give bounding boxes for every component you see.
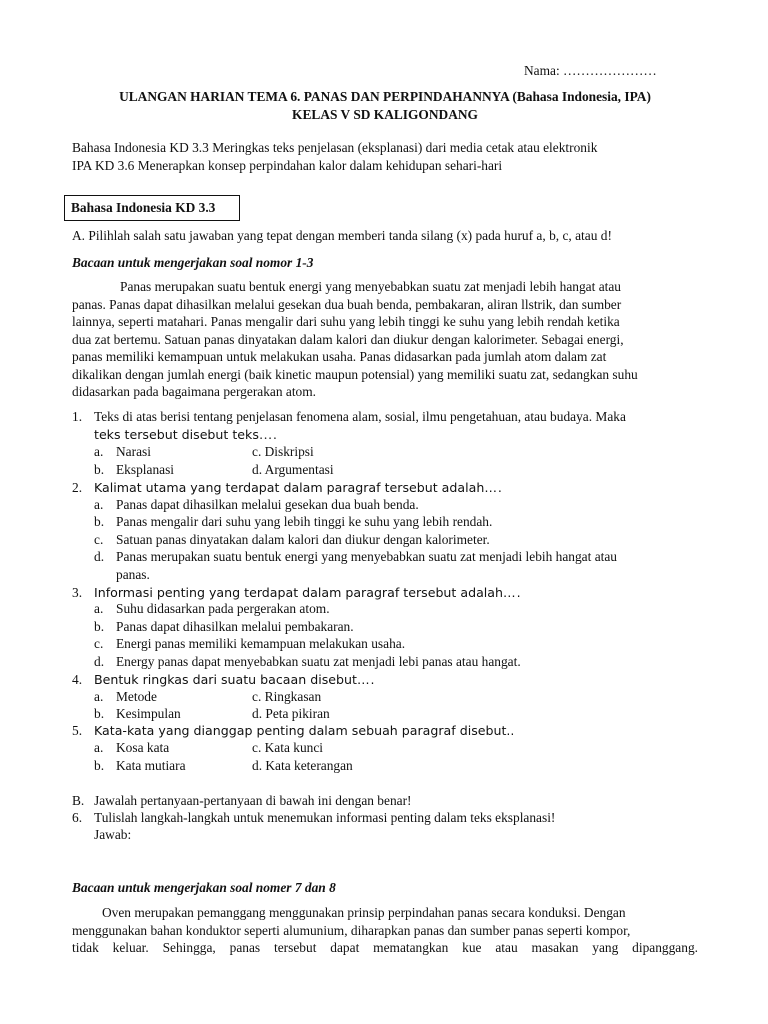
question-text: Informasi penting yang terdapat dalam paragraf tersebut adalah…. (94, 585, 522, 600)
reading1-line: lainnya, seperti matahari. Panas mengalir dari suhu yang lebih tinggi ke suhu yang lebih rendah ketika (72, 314, 620, 329)
option-c[interactable]: c. Diskripsi (252, 444, 314, 459)
question-text: Bentuk ringkas dari suatu bacaan disebut…. (94, 672, 376, 687)
reading2-line: Oven merupakan pemanggang menggunakan prinsip perpindahan panas secara konduksi. Dengan (102, 905, 626, 920)
question-text: Kata-kata yang dianggap penting dalam sebuah paragraf disebut.. (94, 723, 515, 738)
reading2-paragraph (72, 904, 698, 957)
reading1-line: dua zat bertemu. Satuan panas dinyatakan dalam kalori dan diukur dengan kalorimeter. Sebagai energi, (72, 331, 624, 347)
reading2-title: Bacaan untuk mengerjakan soal nomer 7 dan 8 (72, 880, 336, 895)
reading1-paragraph (72, 278, 698, 401)
reading1-line: panas. Panas dapat dihasilkan melalui gesekan dua buah benda, pembakaran, aliran llstrik, dan sumber (72, 296, 622, 312)
option-c[interactable]: c. Kata kunci (252, 740, 324, 755)
reading2-line: tidak keluar. Sehingga, panas tersebut dapat mematangkan kue atau masakan yang dipanggang. (72, 940, 698, 955)
reading1-line: Panas merupakan suatu bentuk energi yang menyebabkan suatu zat menjadi lebih hangat atau (120, 279, 621, 294)
kd-bahasa: Bahasa Indonesia KD 3.3 Meringkas teks penjelasan (eksplanasi) dari media cetak atau elektronik (72, 140, 598, 155)
question-text: Teks di atas berisi tentang penjelasan fenomena alam, sosial, ilmu pengetahuan, atau budaya. Maka teks tersebut disebut teks…. (94, 409, 626, 442)
reading1-title: Bacaan untuk mengerjakan soal nomor 1-3 (72, 255, 314, 270)
reading1-line: dikalikan dengan jumlah energi (baik kinetic maupun potensial) yang memiliki suatu zat, sedangkan suhu (72, 366, 638, 382)
kd-ipa: IPA KD 3.6 Menerapkan konsep perpindahan kalor dalam kehidupan sehari-hari (72, 158, 503, 173)
question-text: Tulislah langkah-langkah untuk menemukan informasi penting dalam teks eksplanasi! (94, 810, 556, 825)
instruction-a: A. Pilihlah salah satu jawaban yang tepat dengan memberi tanda silang (x) pada huruf a, b, c, atau d! (72, 228, 612, 243)
name-field-label: Nama: ………………… (524, 63, 657, 78)
section-box-label (64, 195, 240, 221)
option-d[interactable]: d. Peta pikiran (252, 706, 330, 721)
option-d[interactable]: d. Kata keterangan (252, 758, 353, 773)
question-text: Kalimat utama yang terdapat dalam paragraf tersebut adalah…. (94, 480, 503, 495)
reading2-line: menggunakan bahan konduktor seperti alumunium, diharapkan panas dan sumber panas seperti kompor, (72, 922, 631, 938)
reading1-line: didasarkan pada bagaimana pergerakan atom. (72, 384, 317, 399)
worksheet-page: Nama: ………………… ULANGAN HARIAN TEMA 6. PANAS DAN PERPINDAHANNYA (Bahasa Indonesia, IPA) KELAS V SD KALIGONDANG Bahasa Indonesia KD 3.3 Meringkas teks penjelasan (eksplanasi) dari media cetak atau elektronik IPA KD 3.6 Menerapkan konsep perpindahan kalor dalam kehidupan sehari-hari Bahasa Indonesia KD 3.3 A. Pilihlah salah satu jawaban yang tepat dengan memberi tanda silang (x) pada huruf a, b, c, atau d! Bacaan untuk mengerjakan soal nomor 1-3 Panas merupakan suatu bentuk energi yang menyebabkan suatu zat menjadi lebih hangat atau panas. Panas dapat dihasilkan melalui gesekan dua buah benda, pembakaran, aliran llstrik, dan sumber lainnya, seperti matahari. Panas mengalir dari suhu yang lebih tinggi ke suhu yang lebih rendah ketika dua zat bertemu. Satuan panas dinyatakan dalam kalori dan diukur dengan kalorimeter. Sebagai energi, panas memiliki kemampuan untuk melakukan usaha. Panas didasarkan pada jumlah atom dalam zat dikalikan dengan jumlah energi (baik kinetic maupun potensial) yang memiliki suatu zat, sedangkan suhu didasarkan pada bagaimana pergerakan atom. 1. Teks di atas berisi tentang penjelasan fenomena alam, sosial, ilmu pengetahuan, atau budaya. Maka teks tersebut disebut teks…. a. Narasi c. Diskripsi b. Eksplanasi d. Argumentasi 2. Kalimat utama yang terdapat dalam paragraf tersebut adalah…. a. Panas dapat dihasilkan melalui gesekan dua buah benda. b. Panas mengalir dari suhu yang lebih tinggi ke suhu yang lebih rendah. c. Satuan panas dinyatakan dalam kalori dan diukur dengan kalorimeter. d. Panas merupakan suatu bentuk energi yang menyebabkan suatu zat menjadi lebih hangat atau panas. 3. Informasi penting yang terdapat dalam paragraf tersebut adalah…. a. Suhu didasarkan pada pergerakan atom. b. Panas dapat dihasilkan melalui pembakaran. c. Energi panas memiliki kemampuan melakukan usaha. d. Energy panas dapat menyebabkan suatu zat menjadi lebi panas atau hangat. 4. Bentuk ringkas dari suatu bacaan disebut…. a. Metode c. Ringkasan b. Kesimpulan d. Peta pikiran 5. Kata-kata yang dianggap penting dalam sebuah paragraf disebut.. a. Kosa kata c. Kata kunci b. Kata mutiara d. Kata keterangan B. Jawalah pertanyaan-pertanyaan di bawah ini dengan benar! 6. Tulislah langkah-langkah untuk menemukan informasi penting dalam teks eksplanasi! Jawab: Bacaan untuk mengerjakan soal nomer 7 dan 8 Oven merupakan pemanggang menggunakan prinsip perpindahan panas secara konduksi. Dengan menggunakan bahan konduktor seperti alumunium, diharapkan panas dan sumber panas seperti kompor, tidak keluar. Sehingga, panas tersebut dapat mematangkan kue atau masakan yang dipanggang. (0, 0, 768, 1024)
exam-title: ULANGAN HARIAN TEMA 6. PANAS DAN PERPINDAHANNYA (Bahasa Indonesia, IPA) (119, 89, 651, 104)
section-box-text: Bahasa Indonesia KD 3.3 (71, 200, 216, 216)
option-d[interactable]: d. Argumentasi (252, 462, 334, 477)
question-number: 1. (72, 409, 83, 424)
exam-class: KELAS V SD KALIGONDANG (292, 107, 478, 122)
reading1-line: panas memiliki kemampuan untuk melakukan usaha. Panas didasarkan pada jumlah atom dalam zat (72, 349, 607, 364)
option-c[interactable]: c. Ringkasan (252, 689, 322, 704)
